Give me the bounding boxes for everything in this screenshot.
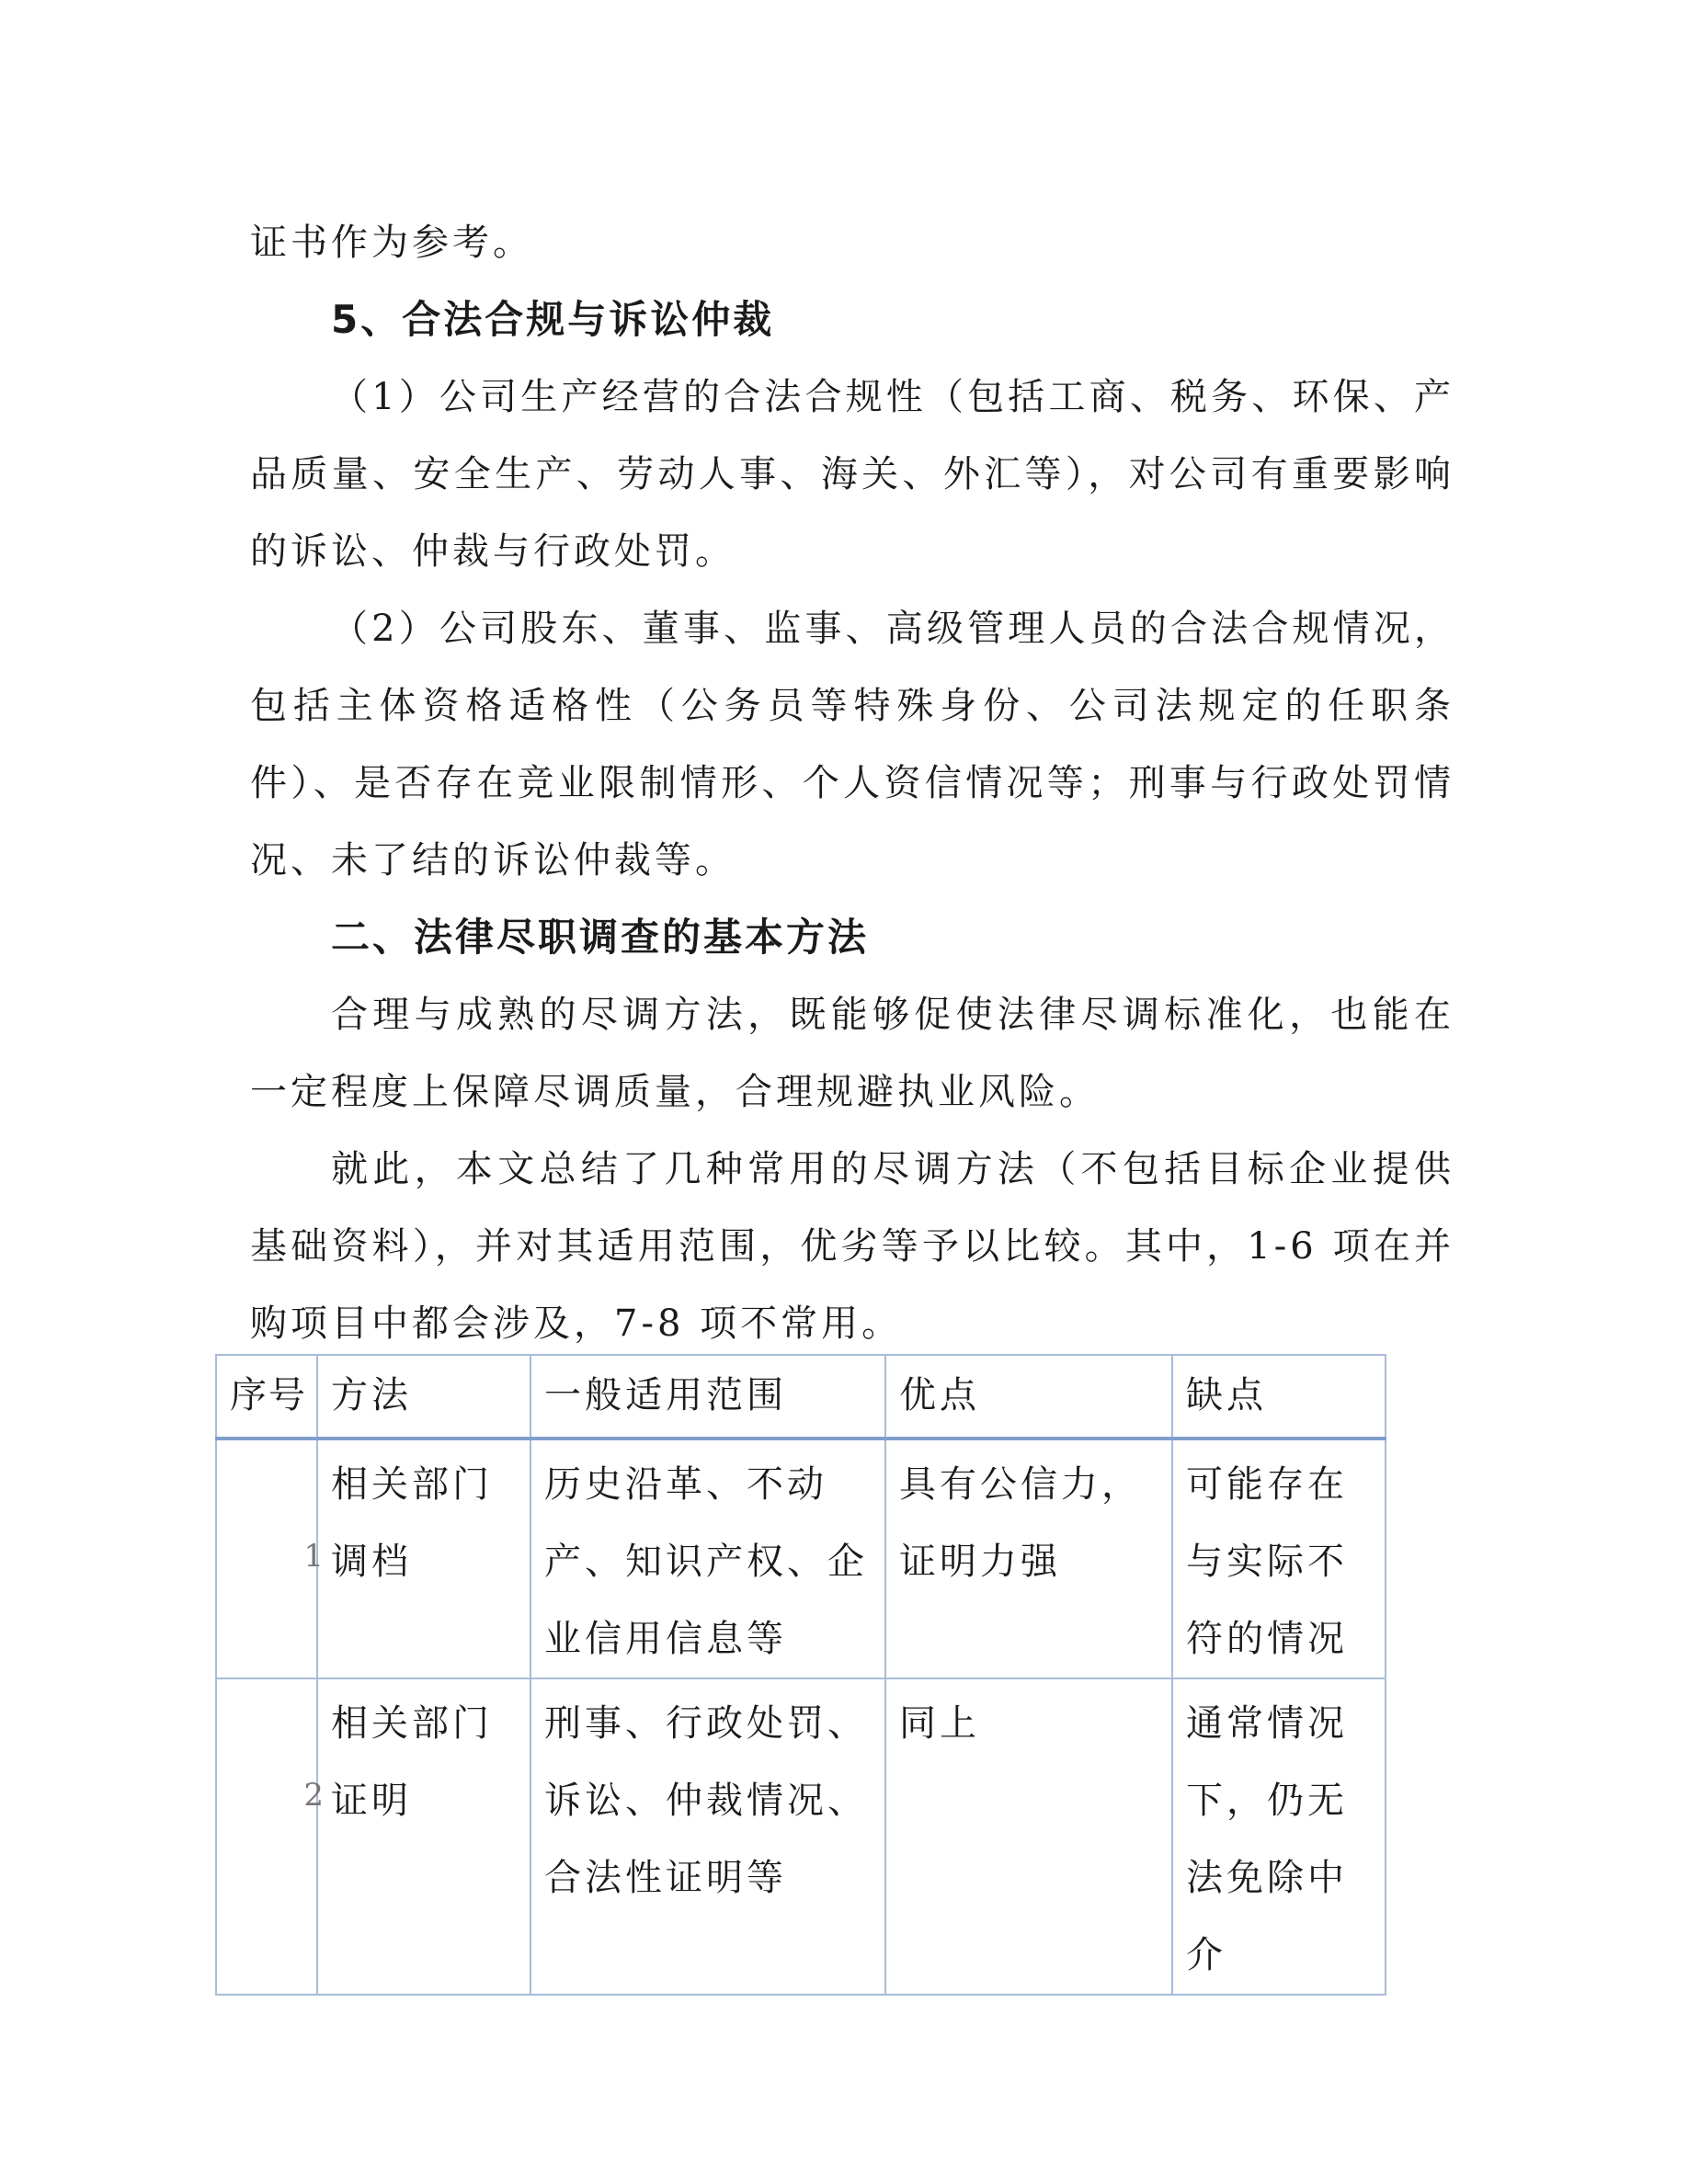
paragraph-item-1: （1）公司生产经营的合法合规性（包括工商、税务、环保、产品质量、安全生产、劳动人事、海关、外汇等），对公司有重要影响的诉讼、仲裁与行政处罚。: [250, 376, 1454, 573]
row-pros: 同上: [885, 1678, 1172, 1995]
row-num-cell: [216, 1439, 327, 1678]
row-pros: 具有公信力，证明力强: [885, 1439, 1172, 1678]
section-heading-5: 5、合法合规与诉讼仲裁: [331, 297, 775, 342]
row-cons: 通常情况下，仍无法免除中介: [1172, 1678, 1386, 1995]
header-cons: 缺点: [1172, 1355, 1386, 1439]
paragraph-continuation: 证书作为参考。: [250, 222, 533, 264]
header-scope: 一般适用范围: [530, 1355, 885, 1439]
row-scope: 历史沿革、不动产、知识产权、企业信用信息等: [530, 1439, 885, 1678]
header-method: 方法: [317, 1355, 530, 1439]
paragraph-methods-intro: 合理与成熟的尽调方法，既能够促使法律尽调标准化，也能在一定程度上保障尽调质量，合理规避执业风险。: [250, 994, 1454, 1113]
methods-comparison-table: [215, 1354, 1386, 1996]
row-method: 相关部门调档: [317, 1439, 530, 1678]
paragraph-item-2: （2）公司股东、董事、监事、高级管理人员的合法合规情况，包括主体资格适格性（公务员等特殊身份、公司法规定的任职条件）、是否存在竞业限制情形、个人资信情况等；刑事与行政处罚情况、未了结的诉讼仲裁等。: [250, 608, 1454, 882]
table-row: [216, 1678, 1386, 1995]
section-heading-2: 二、法律尽职调查的基本方法: [331, 915, 870, 960]
row-scope: 刑事、行政处罚、诉讼、仲裁情况、合法性证明等: [530, 1678, 885, 1995]
paragraph-methods-summary: 就此，本文总结了几种常用的尽调方法（不包括目标企业提供基础资料），并对其适用范围，优劣等予以比较。其中，1-6 项在并购项目中都会涉及，7-8 项不常用。: [250, 1148, 1454, 1345]
row-cons: 可能存在与实际不符的情况: [1172, 1439, 1386, 1678]
row-num: 2: [303, 1777, 327, 1814]
header-num: 序号: [216, 1355, 317, 1439]
row-num: 1: [303, 1538, 327, 1575]
header-pros: 优点: [885, 1355, 1172, 1439]
row-method: 相关部门证明: [317, 1678, 530, 1995]
table-row: [216, 1439, 1386, 1678]
table-header-row: [216, 1355, 1386, 1439]
row-num-cell: [216, 1678, 327, 1995]
